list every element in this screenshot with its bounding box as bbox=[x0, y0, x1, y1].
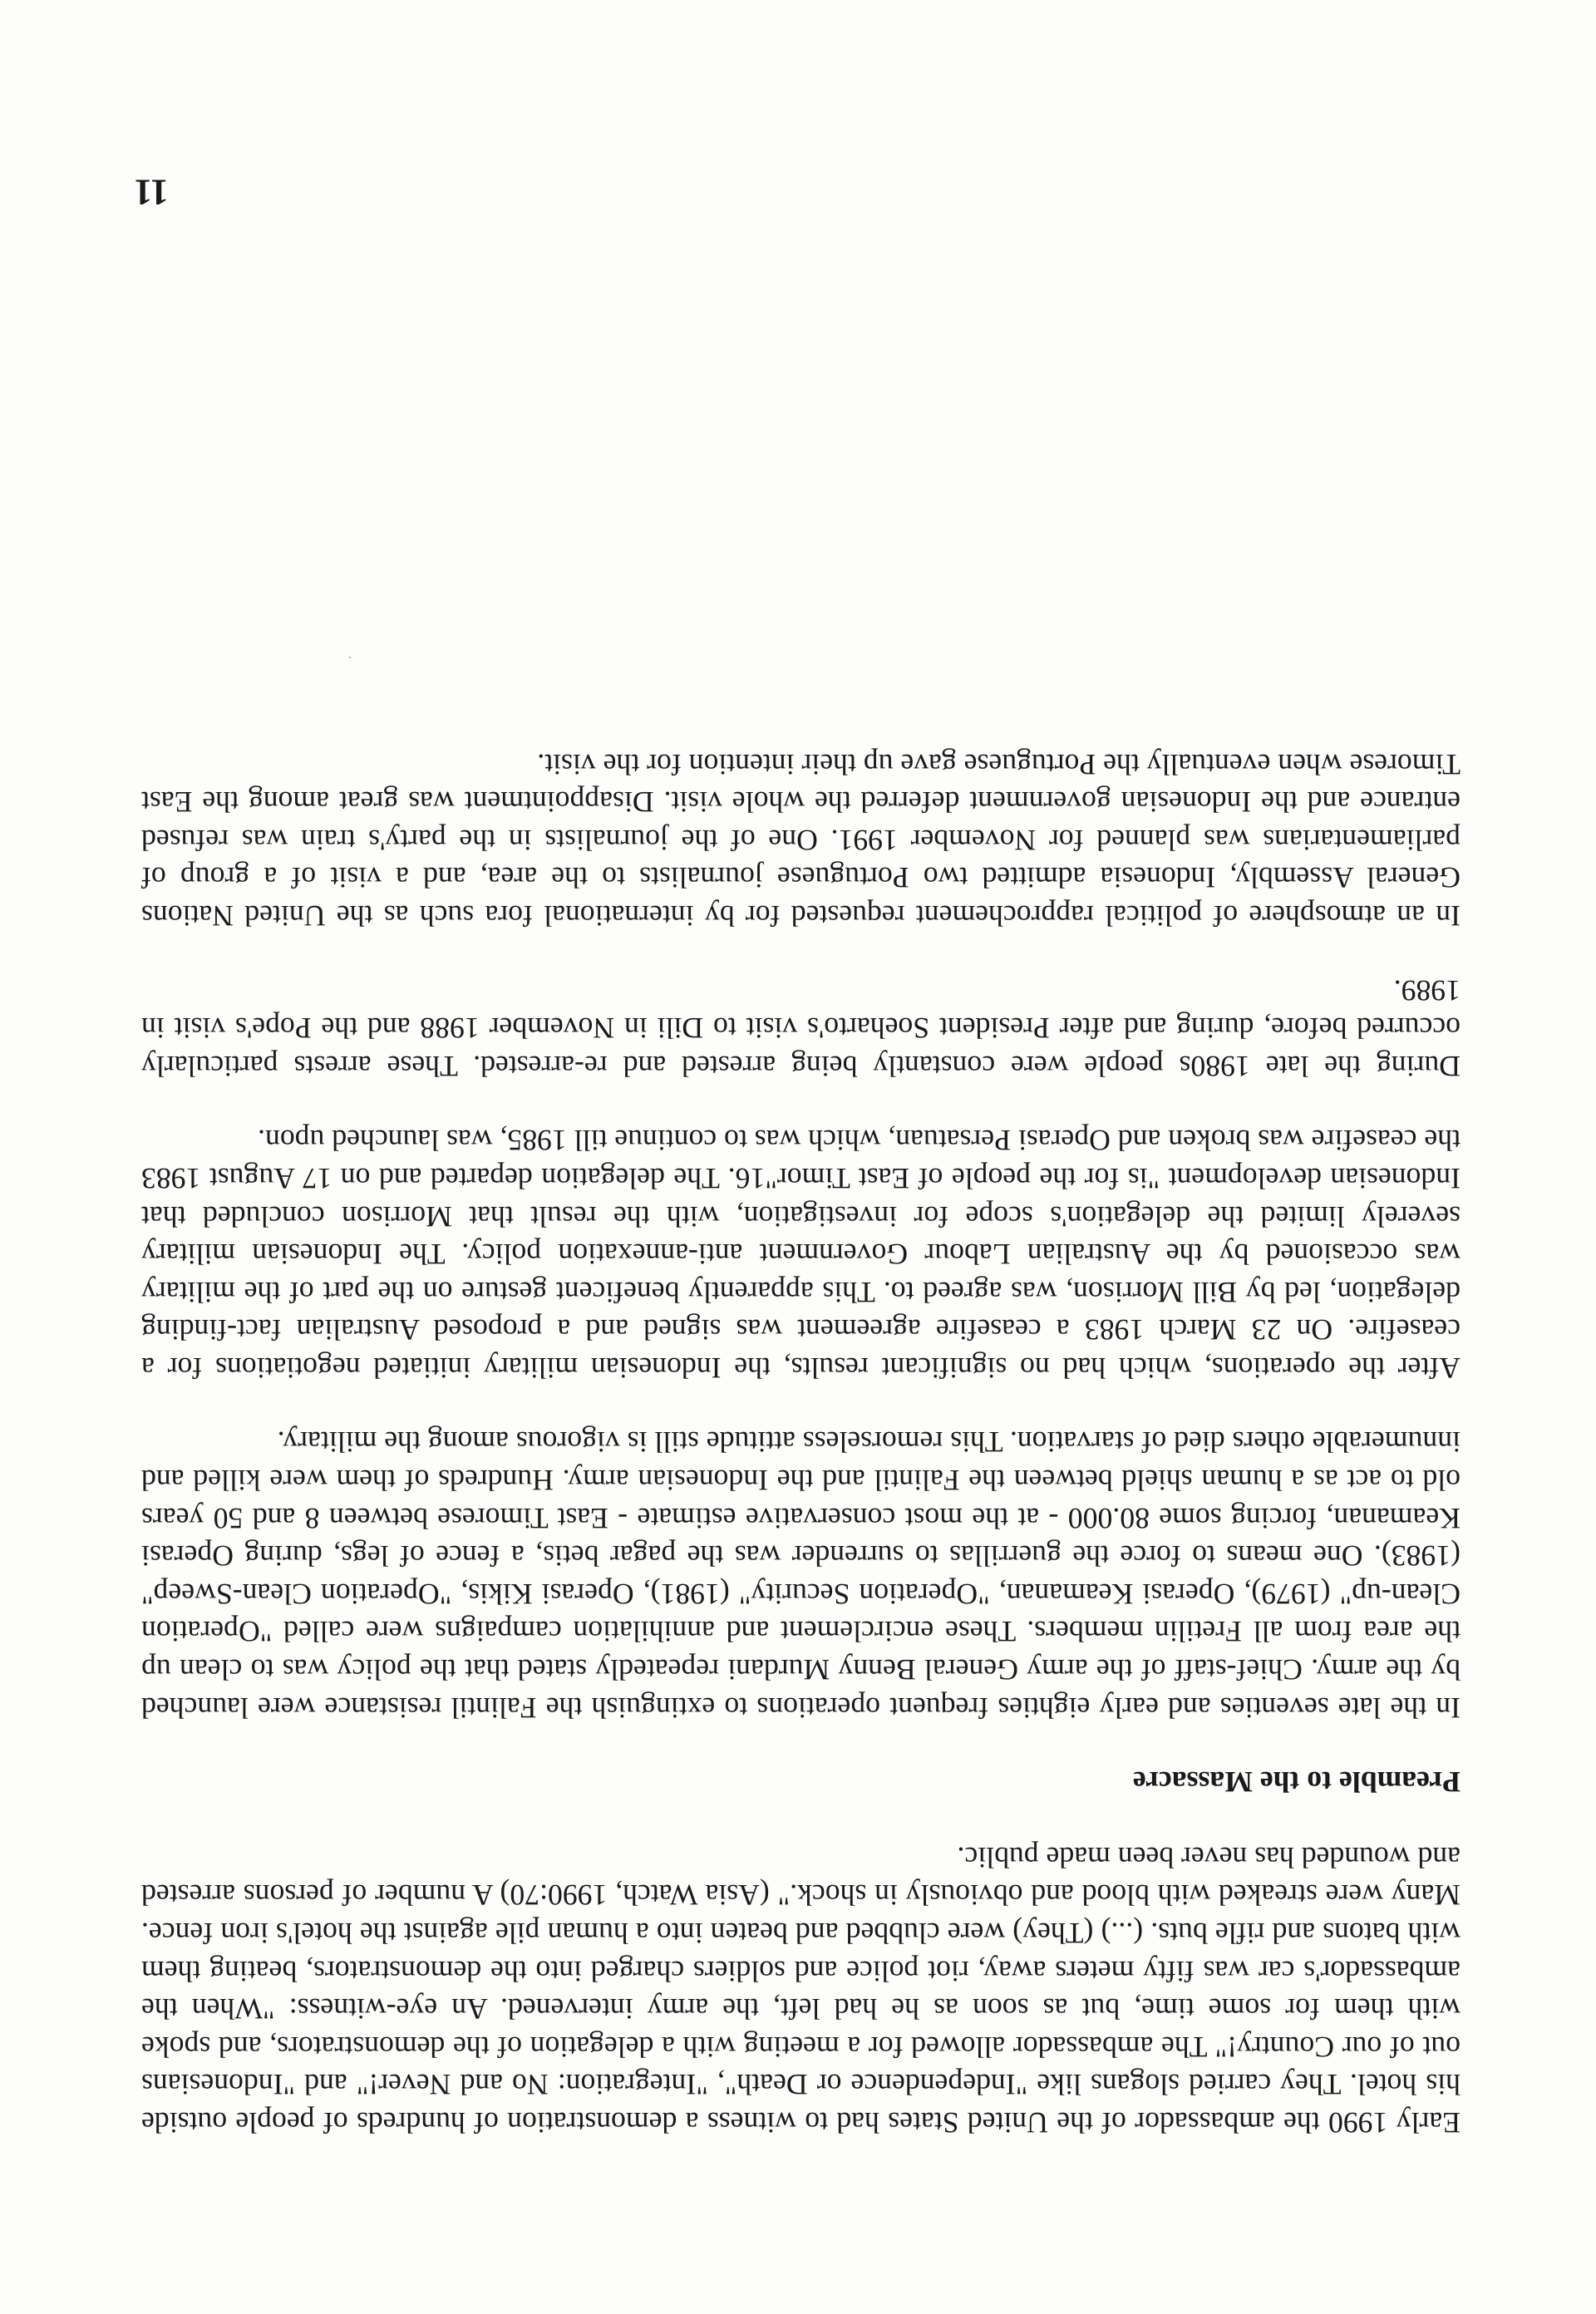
paragraph-rapprochement: In an atmosphere of political rapprochement requested for by international fora such as the United Nations General Assembly, Indonesia admitted two Portuguese journalists to the area, and a visit of a group of parliamentarians was planned for November 1991. One of the journalists in the party's train was refused entrance and the Indonesian government deferred the whole visit. Disappointment was great among the East Timorese when eventually the Portuguese gave up their intention for the visit. bbox=[141, 747, 1461, 933]
scan-speck bbox=[349, 657, 351, 658]
paragraph-gap bbox=[141, 934, 1461, 971]
paragraph-operations: In the late seventies and early eighties frequent operations to extinguish the Falintil resistance were launched by the army. Chief-staff of the army General Benny Murdani repeatedly stated that the policy was to clean up the area from all Fretilin members. These encirclement and annihilation campaigns were called "Operation Clean-up" (1979), Operasi Keamanan, "Operation Security" (1981), Operasi Kikis, "Operation Clean-Sweep" (1983). One means to force the guerrillas to surrender was the pagar betis, a fence of legs, during Operasi Keamanan, forcing some 80.000 - at the most conservative estimate - East Timorese between 8 and 50 years old to act as a human shield between the Falintil and the Indonesian army. Hundreds of them were killed and innumerable others died of starvation. This remorseless attitude still is vigorous among the military. bbox=[141, 1425, 1461, 1725]
paragraph-ceasefire: After the operations, which had no significant results, the Indonesian military initiated negotiations for a ceasefire. On 23 March 1983 a ceasefire agreement was signed and a proposed Australian fact-finding delegation, led by Bill Morrison, was agreed to. This apparently beneficent gesture on the part of the military was occasioned by the Australian Labour Government anti-annexation policy. The Indonesian military severely limited the delegation's scope for investigation, with the result that Morrison concluded that Indonesian development "is for the people of East Timor"16. The delegation departed and on 17 August 1983 the ceasefire was broken and Operasi Persatuan, which was to continue till 1985, was launched upon. bbox=[141, 1124, 1461, 1385]
document-body bbox=[141, 745, 1461, 2141]
paragraph-gap bbox=[141, 1085, 1461, 1121]
paragraph-gap bbox=[141, 1800, 1461, 1838]
page-number: 11 bbox=[134, 172, 169, 213]
paragraph-gap bbox=[141, 1726, 1461, 1763]
paragraph-gap bbox=[141, 1386, 1461, 1423]
paragraph-ambassador-demonstration: Early 1990 the ambassador of the United States had to witness a demonstration of hundreds of people outside his hotel. They carried slogans like "Independence or Death", "Integration: No and Never!" and "Indonesians out of our Country!" The ambassador allowed for a meeting with a delegation of the demonstrators, and spoke with them for some time, but as soon as he had left, the army intervened. An eye-witness: "When the ambassador's car was fifty meters away, riot police and soldiers charged into the demonstrators, beating them with batons and rifle buts. (...) (They) were clubbed and beaten into a human pile against the hotel's iron fence. Many were streaked with blood and obviously in shock." (Asia Watch, 1990:70) A number of persons arrested and wounded has never been made public. bbox=[141, 1840, 1461, 2139]
section-heading: Preamble to the Massacre bbox=[1132, 1765, 1461, 1800]
paragraph-arrests: During the late 1980s people were constantly being arrested and re-arrested. These arrests particularly occurred before, during and after President Soeharto's visit to Dili in November 1988 and the Pope's visit in 1989. bbox=[141, 973, 1461, 1083]
